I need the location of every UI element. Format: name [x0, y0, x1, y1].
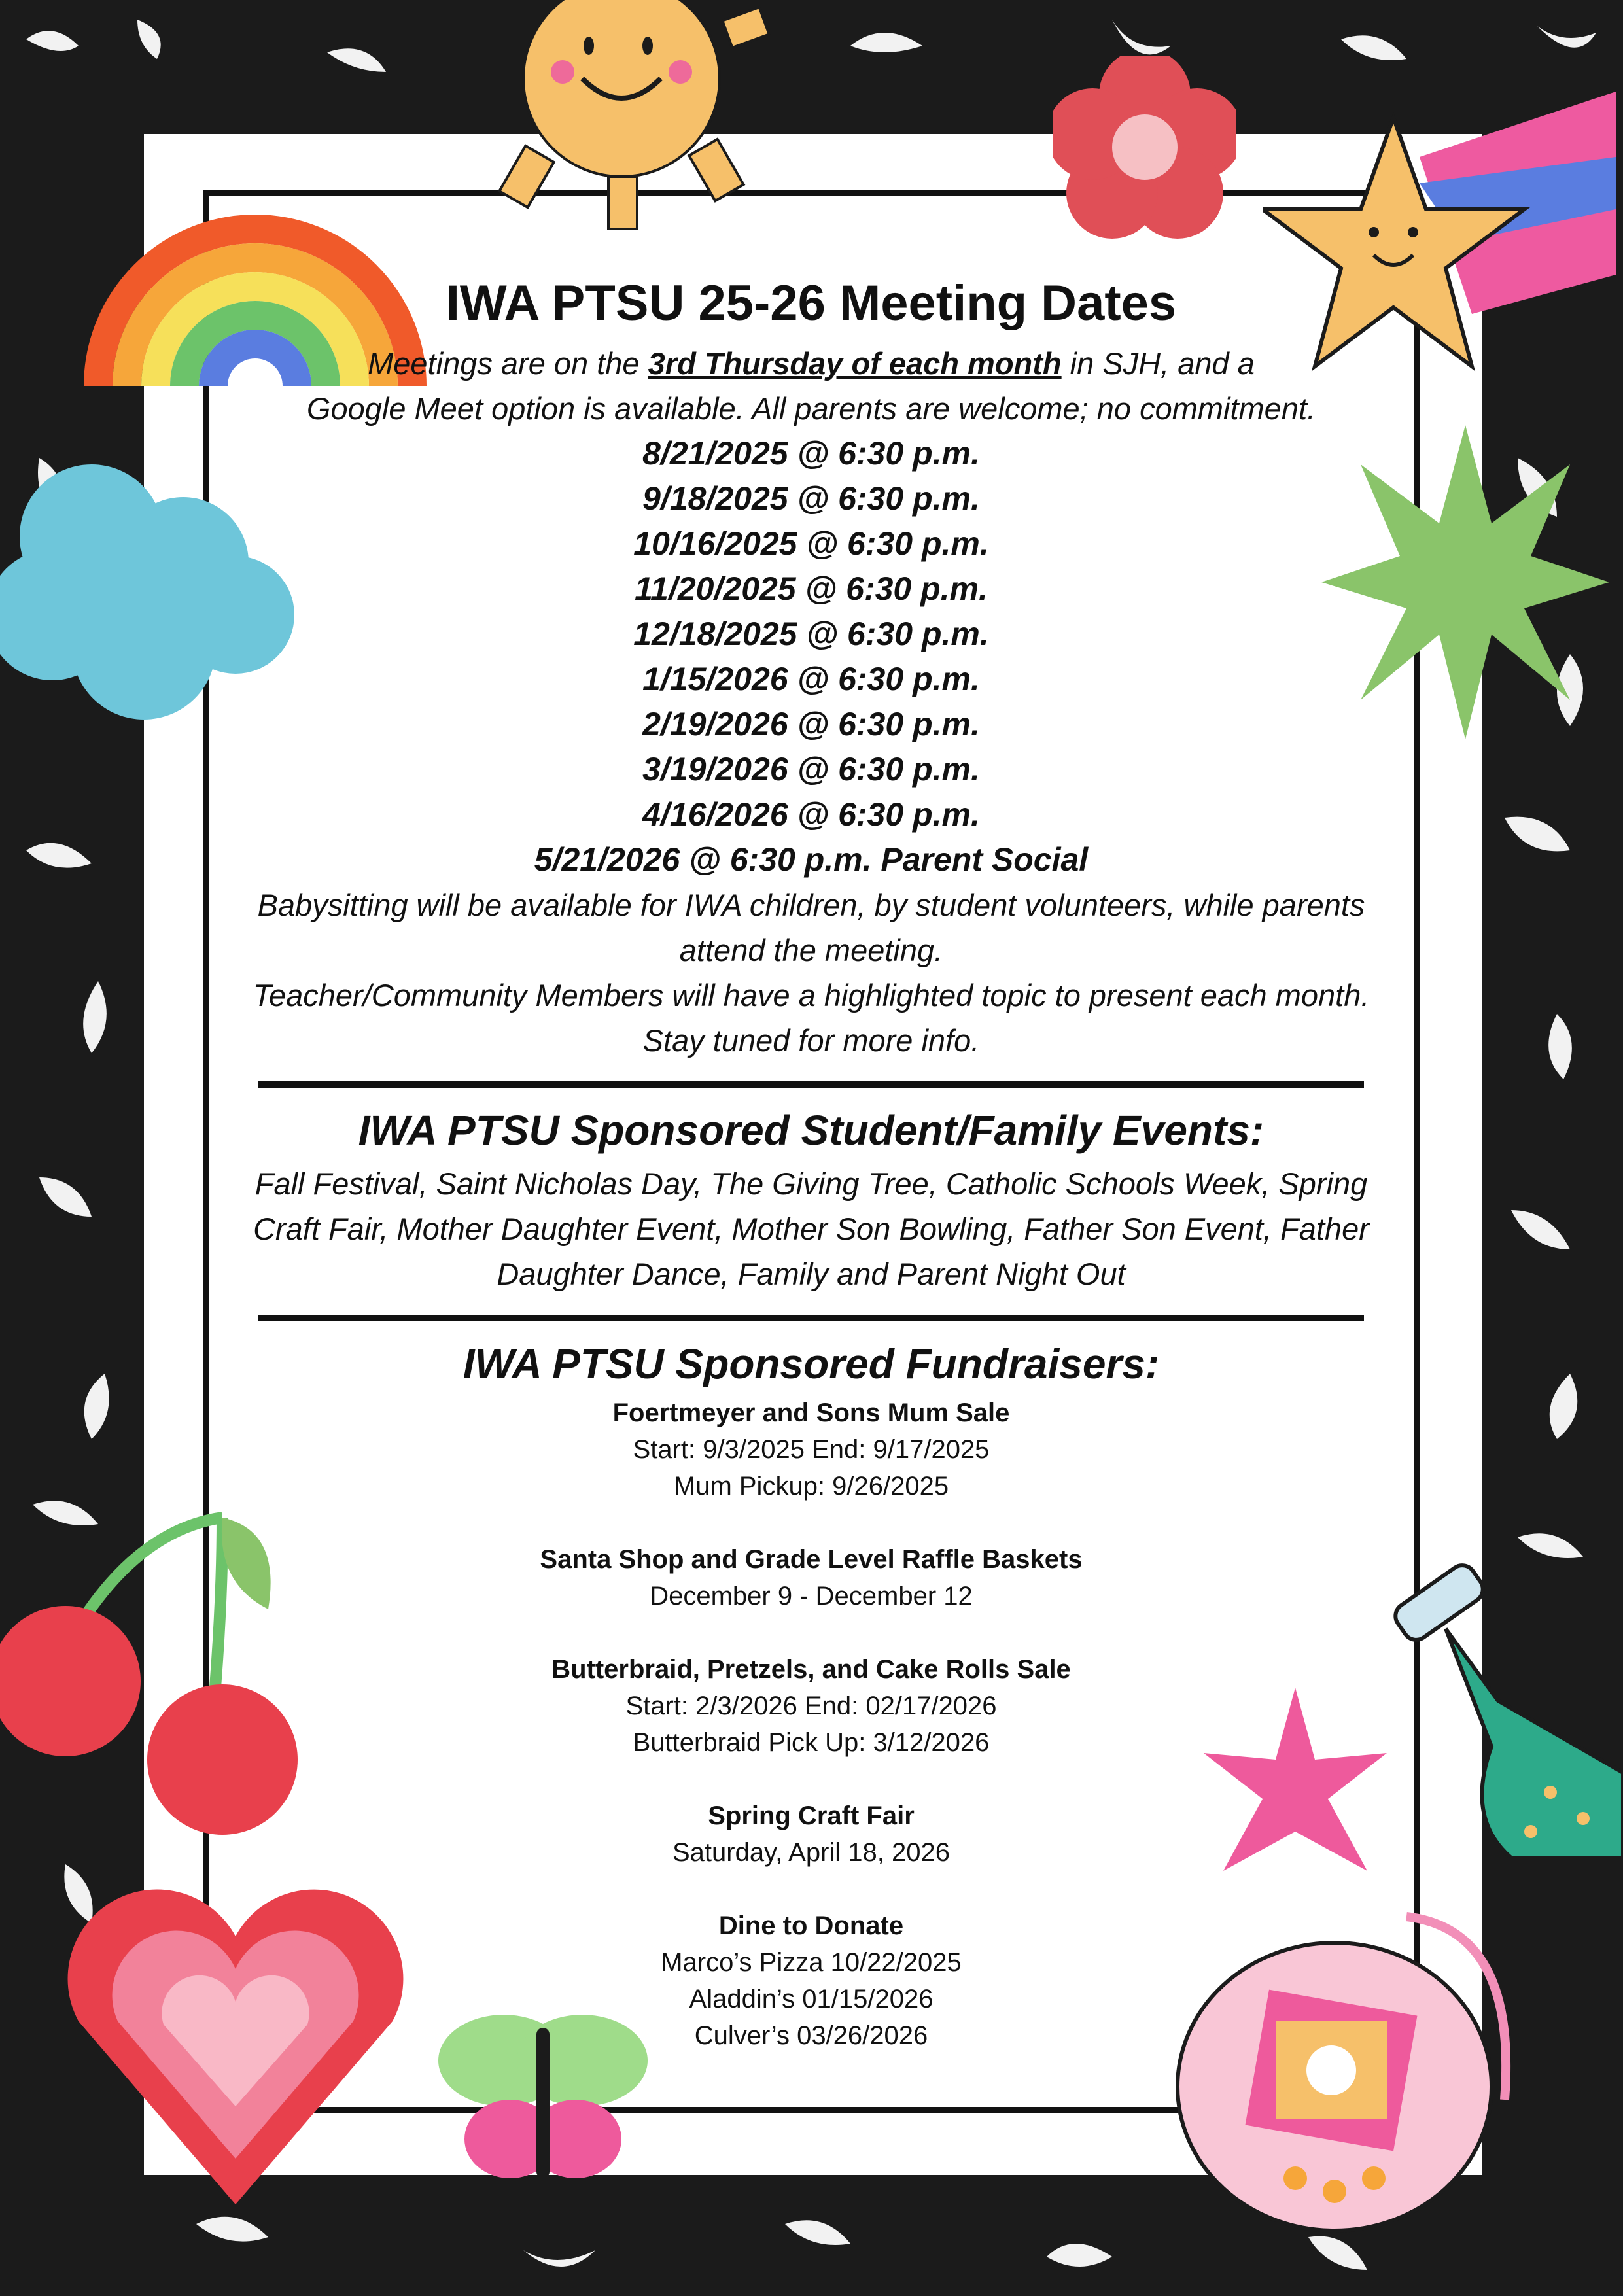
- meeting-date: 5/21/2026 @ 6:30 p.m. Parent Social: [534, 841, 1089, 878]
- babysitting-note-line2: attend the meeting.: [679, 933, 943, 967]
- teacher-note: Teacher/Community Members will have a highlighted topic to present each month.: [253, 978, 1370, 1013]
- fundraiser-detail: Aladdin’s 01/15/2026: [689, 1985, 934, 2013]
- meeting-date: 3/19/2026 @ 6:30 p.m.: [642, 751, 980, 788]
- fundraiser-detail: Start: 9/3/2025 End: 9/17/2025: [633, 1435, 990, 1464]
- flask-icon: [1367, 1557, 1623, 1858]
- events-line: Fall Festival, Saint Nicholas Day, The Giving Tree, Catholic Schools Week, Spring: [254, 1166, 1368, 1201]
- fundraisers-heading: IWA PTSU Sponsored Fundraisers:: [462, 1340, 1160, 1387]
- meeting-date: 12/18/2025 @ 6:30 p.m.: [633, 616, 989, 652]
- meeting-date: 10/16/2025 @ 6:30 p.m.: [633, 525, 989, 562]
- fundraiser-item: [229, 1651, 1393, 1761]
- fundraiser-name: Foertmeyer and Sons Mum Sale: [612, 1399, 1010, 1427]
- fundraiser-detail: Marco’s Pizza 10/22/2025: [661, 1948, 962, 1977]
- intro-highlight: 3rd Thursday of each month: [648, 346, 1062, 381]
- meeting-date: 1/15/2026 @ 6:30 p.m.: [642, 661, 980, 697]
- events-line: Daughter Dance, Family and Parent Night Out: [497, 1257, 1126, 1291]
- babysitting-note: Babysitting will be available for IWA children, by student volunteers, while parents: [257, 888, 1365, 922]
- divider: [258, 1081, 1364, 1088]
- intro-text: Meetings are on the: [368, 346, 648, 381]
- fundraiser-name: Spring Craft Fair: [708, 1801, 915, 1830]
- divider: [258, 1315, 1364, 1321]
- fundraiser-name: Butterbraid, Pretzels, and Cake Rolls Sale: [551, 1655, 1071, 1684]
- page-title: IWA PTSU 25-26 Meeting Dates: [445, 275, 1177, 331]
- fundraiser-detail: Saturday, April 18, 2026: [672, 1838, 950, 1867]
- meeting-intro-line2: Google Meet option is available. All parents are welcome; no commitment.: [306, 391, 1316, 426]
- fundraiser-detail: December 9 - December 12: [650, 1582, 973, 1610]
- fundraiser-name: Dine to Donate: [718, 1911, 904, 1940]
- flower-icon: [1053, 56, 1236, 239]
- meeting-date: 11/20/2025 @ 6:30 p.m.: [635, 570, 988, 607]
- sun-icon: [484, 0, 772, 235]
- fundraiser-detail: Butterbraid Pick Up: 3/12/2026: [633, 1728, 990, 1757]
- fundraiser-name: Santa Shop and Grade Level Raffle Baskets: [540, 1545, 1083, 1574]
- meeting-date: 8/21/2025 @ 6:30 p.m.: [642, 435, 980, 472]
- meeting-dates-list: [229, 431, 1393, 882]
- fundraisers-list: [229, 1395, 1393, 2054]
- fundraiser-item: [229, 1907, 1393, 2054]
- teacher-note-line2: Stay tuned for more info.: [642, 1023, 980, 1058]
- events-heading: IWA PTSU Sponsored Student/Family Events:: [358, 1107, 1265, 1154]
- meeting-intro: [229, 341, 1393, 386]
- meeting-date: 4/16/2026 @ 6:30 p.m.: [642, 796, 980, 833]
- fundraiser-item: [229, 1798, 1393, 1871]
- fundraiser-detail: Culver’s 03/26/2026: [694, 2021, 928, 2050]
- meeting-date: 9/18/2025 @ 6:30 p.m.: [642, 480, 980, 517]
- flyer-content: [229, 275, 1393, 2091]
- intro-text-cont: in SJH, and a: [1061, 346, 1255, 381]
- fundraiser-detail: Start: 2/3/2026 End: 02/17/2026: [625, 1692, 997, 1720]
- fundraiser-item: [229, 1395, 1393, 1505]
- events-line: Craft Fair, Mother Daughter Event, Mother Son Bowling, Father Son Event, Father: [253, 1211, 1369, 1246]
- fundraiser-detail: Mum Pickup: 9/26/2025: [673, 1472, 949, 1501]
- fundraiser-item: [229, 1541, 1393, 1614]
- meeting-date: 2/19/2026 @ 6:30 p.m.: [642, 706, 980, 742]
